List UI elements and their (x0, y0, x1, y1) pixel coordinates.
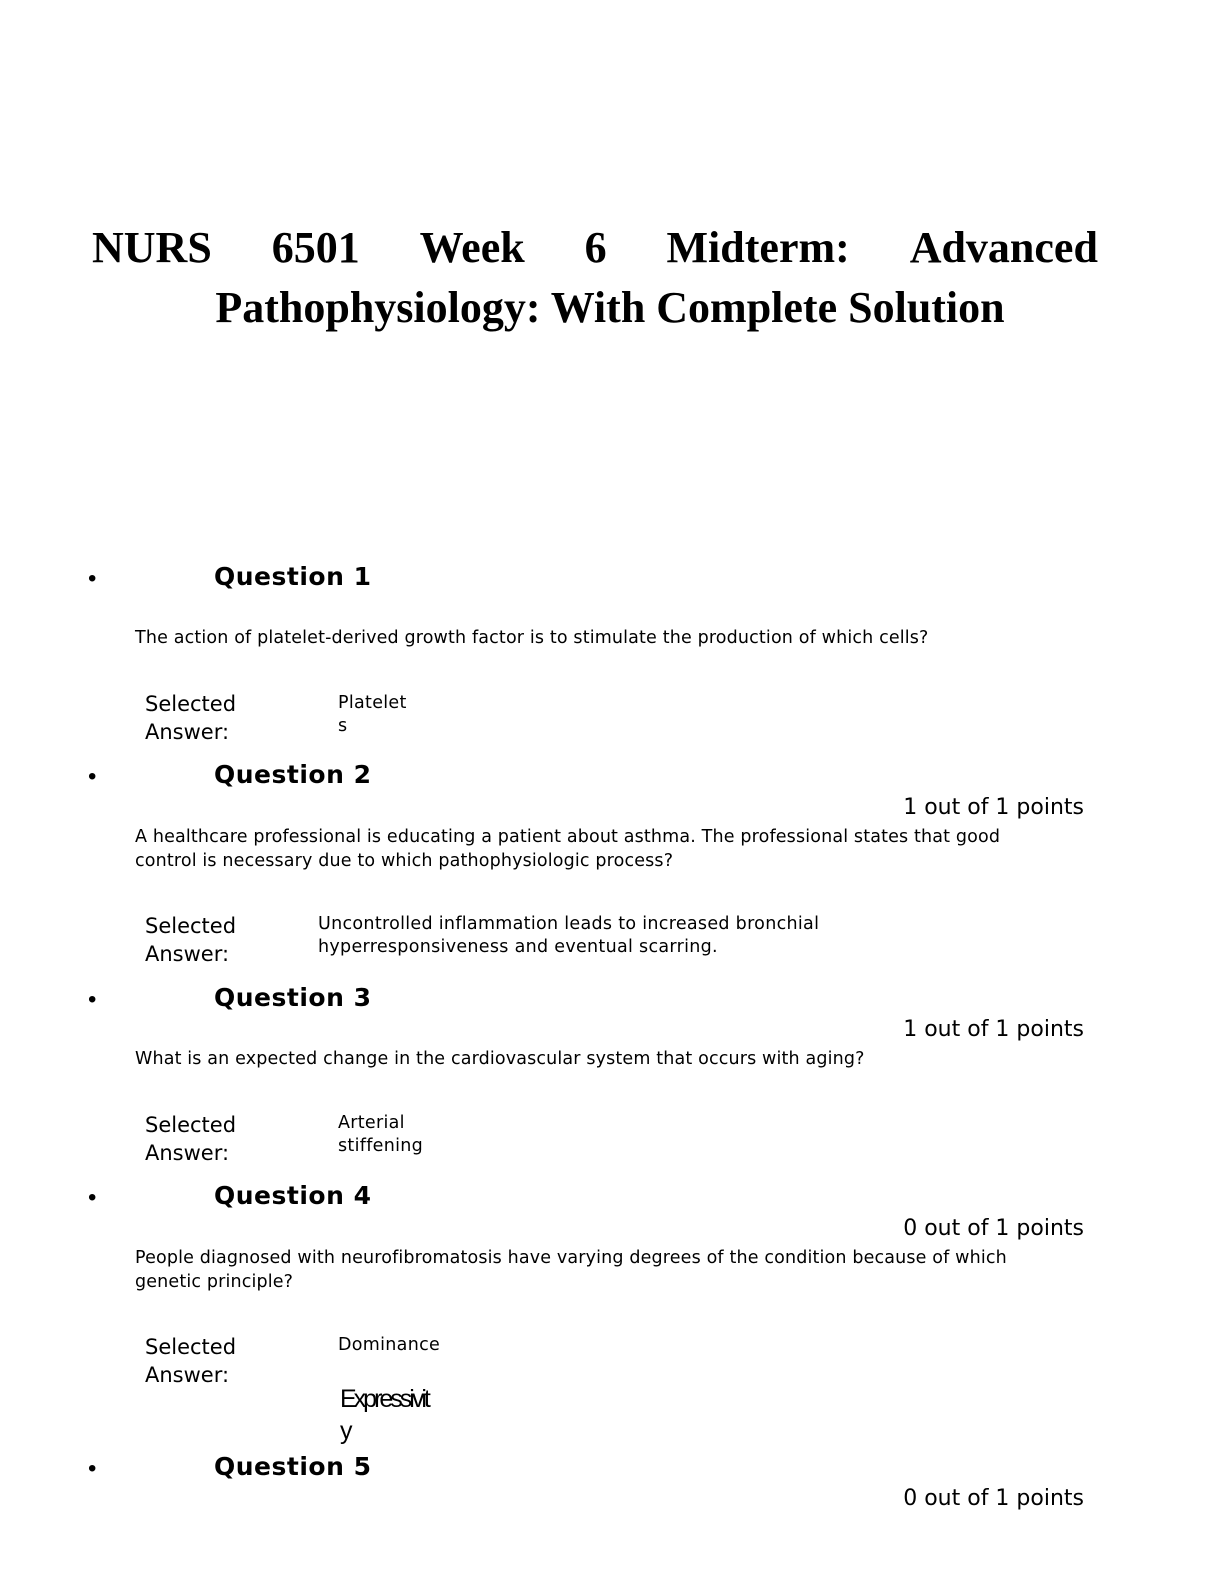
question-text: The action of platelet-derived growth factor is to stimulate the production of which cells? (135, 628, 929, 648)
question-heading: Question 3 (214, 983, 372, 1012)
bullet-icon: • (88, 1455, 97, 1482)
selected-answer-label-line: Answer: (145, 942, 230, 966)
selected-answer: Arterial stiffening (338, 1113, 424, 1156)
points-score: 0 out of 1 points (903, 1486, 1084, 1511)
question-heading: Question 5 (214, 1452, 372, 1481)
question-text: What is an expected change in the cardiovascular system that occurs with aging? (135, 1049, 865, 1069)
correct-answer-line: y (340, 1417, 350, 1445)
question-heading: Question 1 (214, 562, 372, 591)
points-score: 1 out of 1 points (903, 795, 1084, 820)
selected-answer-label (145, 1111, 265, 1167)
question-text: People diagnosed with neurofibromatosis have varying degrees of the condition because of which genetic principle? (135, 1248, 1007, 1292)
selected-answer-label (145, 690, 265, 746)
selected-answer-label-line: Selected (145, 1335, 237, 1359)
selected-answer-label-line: Selected (145, 914, 237, 938)
selected-answer: Platelets (338, 693, 407, 736)
selected-answer-label (145, 912, 265, 968)
points-score: 1 out of 1 points (903, 1017, 1084, 1042)
selected-answer-label (145, 1333, 265, 1389)
selected-answer-label-line: Selected (145, 1113, 237, 1137)
title-word: NURS (92, 223, 212, 272)
title-word: 6501 (271, 223, 360, 272)
selected-answer: Dominance (338, 1335, 441, 1355)
document-title-line-1 (92, 218, 1098, 278)
selected-answer-label-line: Selected (145, 692, 237, 716)
question-heading: Question 2 (214, 760, 372, 789)
bullet-icon: • (88, 565, 97, 592)
bullet-icon: • (88, 763, 97, 790)
selected-answer-label-line: Answer: (145, 1141, 230, 1165)
title-word: Midterm: (666, 223, 850, 272)
correct-answer-line: Expressivit (340, 1385, 428, 1413)
title-word: Advanced (909, 223, 1098, 272)
bullet-icon: • (88, 986, 97, 1013)
question-text: A healthcare professional is educating a patient about asthma. The professional states that good control is necessary due to which pathophysiologic process? (135, 827, 1001, 871)
title-word: Week (419, 223, 525, 272)
title-word: 6 (584, 223, 607, 272)
points-score: 0 out of 1 points (903, 1216, 1084, 1241)
selected-answer-label-line: Answer: (145, 720, 230, 744)
bullet-icon: • (88, 1184, 97, 1211)
question-heading: Question 4 (214, 1181, 372, 1210)
selected-answer: Uncontrolled inflammation leads to increased bronchial hyperresponsiveness and eventual scarring. (318, 914, 820, 957)
document-title-line-2: Pathophysiology: With Complete Solution (215, 283, 1005, 332)
selected-answer-label-line: Answer: (145, 1363, 230, 1387)
